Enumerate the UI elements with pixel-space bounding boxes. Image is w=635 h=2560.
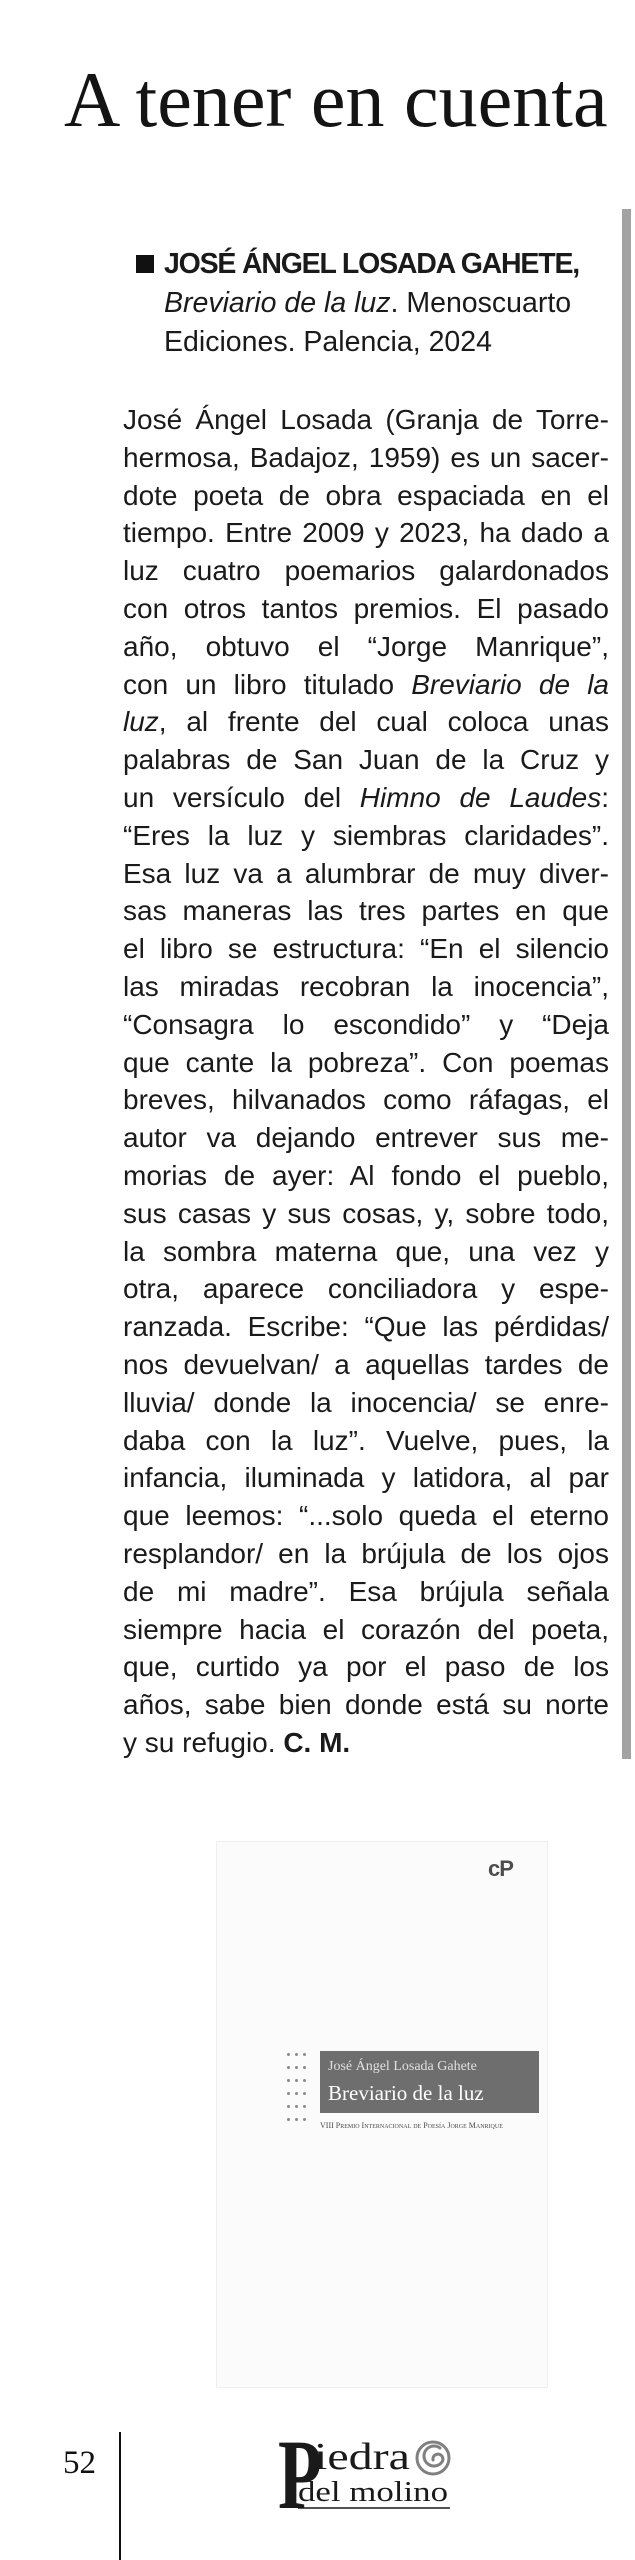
body-line: palabras de San Juan de la Cruz y <box>123 744 609 776</box>
body-line: de mi madre”. Esa brújula señala <box>123 1575 609 1607</box>
section-title: A tener en cuenta <box>64 56 608 143</box>
dot <box>295 2105 298 2108</box>
body-line: luz cuatro poemarios galardonados <box>123 555 609 587</box>
book-cover-image <box>217 1842 547 2387</box>
logo-initial: P <box>278 2428 322 2520</box>
body-line: “Consagra lo escondido” y “Deja <box>123 1008 609 1040</box>
dot <box>303 2066 306 2069</box>
body-line: que cante la pobreza”. Con poemas <box>123 1046 609 1078</box>
body-line: ranzada. Escribe: “Que las pérdidas/ <box>123 1311 609 1343</box>
body-line: con otros tantos premios. El pasado <box>123 592 609 624</box>
dot <box>295 2092 298 2095</box>
dot <box>303 2092 306 2095</box>
body-line: que, curtido ya por el paso de los <box>123 1651 609 1683</box>
cover-author: José Ángel Losada Gahete <box>328 2059 477 2074</box>
dot <box>287 2118 290 2121</box>
body-line: resplandor/ en la brújula de los ojos <box>123 1537 609 1569</box>
dot-pattern-icon <box>287 2053 306 2121</box>
body-line: lluvia/ donde la inocencia/ se enre- <box>123 1386 609 1418</box>
body-line: “Eres la luz y siembras claridades”. <box>123 819 609 851</box>
cover-title-band <box>320 2051 539 2113</box>
bullet-square-icon <box>136 255 154 273</box>
side-accent-bar <box>622 209 631 1759</box>
dot <box>295 2066 298 2069</box>
body-line: José Ángel Losada (Granja de Torre- <box>123 404 609 435</box>
cover-award: VIII Premio Internacional de Poesía Jorge Manrique <box>320 2121 503 2130</box>
publisher-place-year: Ediciones. Palencia, 2024 <box>164 326 492 359</box>
body-line: siempre hacia el corazón del poeta, <box>123 1613 609 1645</box>
body-line <box>123 703 609 741</box>
body-line <box>123 1724 609 1762</box>
body-line: sus casas y sus cosas, y, sobre todo, <box>123 1197 609 1229</box>
body-line: las miradas recobran la inocencia”, <box>123 970 609 1002</box>
body-line: año, obtuvo el “Jorge Manrique”, <box>123 630 609 662</box>
book-author: JOSÉ ÁNGEL LOSADA GAHETE, <box>164 248 579 280</box>
hymn-title-italic: Himno de Laudes <box>359 781 602 813</box>
swirl-icon <box>417 2442 449 2474</box>
dot <box>295 2079 298 2082</box>
dot <box>303 2079 306 2082</box>
dot <box>303 2105 306 2108</box>
dot <box>287 2053 290 2056</box>
body-line: autor va dejando entrever sus me- <box>123 1122 609 1154</box>
magazine-logo <box>270 2428 460 2520</box>
body-text: , al frente del cual coloca unas <box>158 706 609 738</box>
body-line: sas maneras las tres partes en que <box>123 895 609 927</box>
publisher-logo: cP <box>488 1856 513 1881</box>
dot <box>303 2118 306 2121</box>
body-line: nos devuelvan/ a aquellas tardes de <box>123 1348 609 1380</box>
body-text: y su refugio. <box>123 1726 284 1758</box>
dot <box>287 2105 290 2108</box>
book-title-italic: luz <box>123 706 159 738</box>
body-line: hermosa, Badajoz, 1959) es un sacer- <box>123 441 609 473</box>
cover-title: Breviario de la luz <box>328 2081 484 2105</box>
dot <box>295 2053 298 2056</box>
dot <box>287 2066 290 2069</box>
book-title-italic: Breviario de la <box>411 668 609 700</box>
body-line: el libro se estructura: “En el silencio <box>123 933 609 965</box>
book-reference <box>164 245 604 363</box>
body-line <box>123 666 609 704</box>
page-number: 52 <box>63 2445 96 2481</box>
body-line: la sombra materna que, una vez y <box>123 1235 609 1267</box>
body-line: otra, aparece conciliadora y espe- <box>123 1273 609 1305</box>
body-text: con un libro titulado <box>123 668 412 700</box>
body-line: que leemos: “...solo queda el eterno <box>123 1500 609 1532</box>
body-line: breves, hilvanados como ráfagas, el <box>123 1084 609 1116</box>
body-line: años, sabe bien donde está su norte <box>123 1689 609 1721</box>
body-line: dote poeta de obra espaciada en el <box>123 479 609 511</box>
dot <box>295 2118 298 2121</box>
body-text: un versículo del <box>123 781 360 813</box>
body-line <box>123 779 609 817</box>
dot <box>303 2053 306 2056</box>
reviewer-signature: C. M. <box>283 1726 351 1758</box>
dot <box>287 2092 290 2095</box>
body-text: : <box>601 781 609 813</box>
logo-name-rest: iedra <box>314 2436 411 2478</box>
book-title: Breviario de la luz <box>164 287 391 320</box>
book-title-line <box>164 284 604 323</box>
body-line: daba con la luz”. Vuelve, pues, la <box>123 1424 609 1456</box>
footer-divider <box>119 2432 121 2560</box>
body-line: morias de ayer: Al fondo el pueblo, <box>123 1159 609 1191</box>
dot <box>287 2079 290 2082</box>
review-body <box>123 401 609 1762</box>
publisher: . Menoscuarto <box>390 287 572 320</box>
body-line: tiempo. Entre 2009 y 2023, ha dado a <box>123 517 609 549</box>
logo-subline: del molino <box>298 2476 448 2508</box>
body-line: infancia, iluminada y latidora, al par <box>123 1462 609 1494</box>
body-line: Esa luz va a alumbrar de muy diver- <box>123 857 609 889</box>
